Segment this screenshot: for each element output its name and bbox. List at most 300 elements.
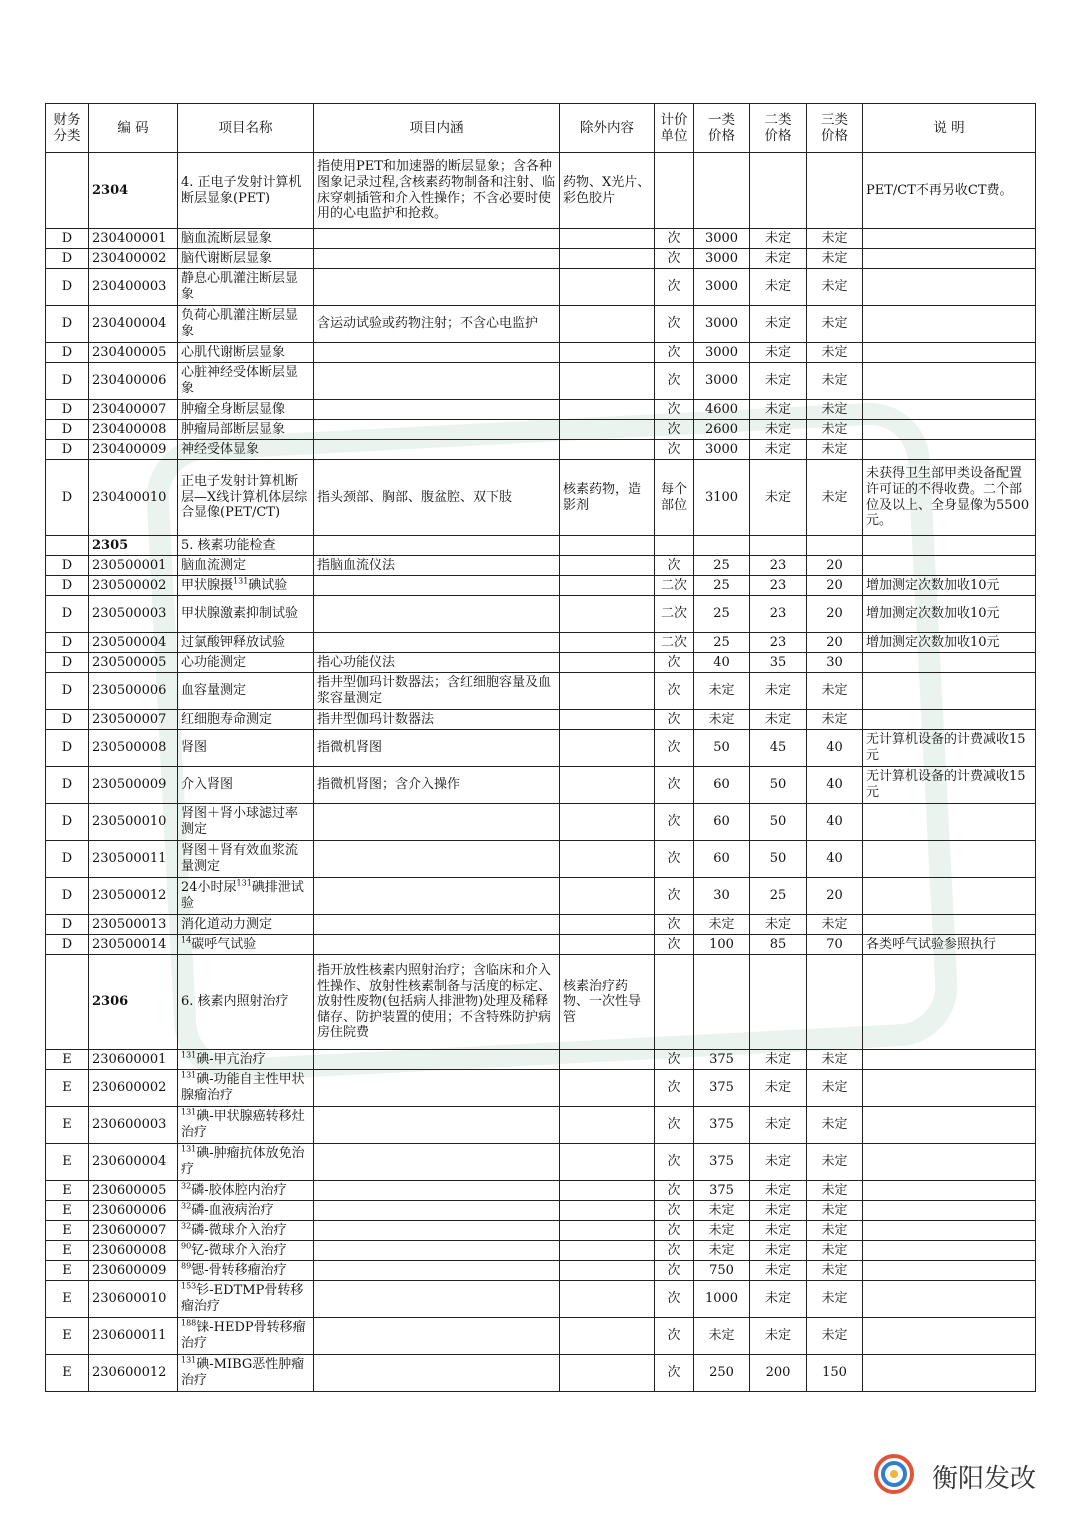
content-cell — [314, 400, 560, 420]
content-cell — [314, 878, 560, 915]
code-cell: 230500012 — [89, 878, 178, 915]
price-class1-cell: 375 — [694, 1070, 750, 1107]
note-cell: PET/CT不再另收CT费。 — [863, 153, 1036, 229]
price-class3-cell: 20 — [807, 576, 863, 596]
table-row — [46, 767, 1036, 804]
excluded-cell — [560, 536, 655, 556]
table-row — [46, 1070, 1036, 1107]
item-name-cell: 肾图＋肾有效血浆流量测定 — [178, 841, 314, 878]
excluded-cell — [560, 1201, 655, 1221]
excluded-cell — [560, 1181, 655, 1201]
excluded-cell — [560, 229, 655, 249]
price-class2-cell: 未定 — [750, 673, 807, 710]
note-cell — [863, 440, 1036, 460]
price-class3-cell: 20 — [807, 556, 863, 576]
excluded-cell — [560, 343, 655, 363]
item-name-cell: $^{153}$钐-EDTMP骨转移瘤治疗 — [178, 1281, 314, 1318]
content-cell: 指微机肾图 — [314, 730, 560, 767]
unit-cell: 次 — [655, 1050, 694, 1070]
category-cell: D — [46, 653, 89, 673]
excluded-cell — [560, 1241, 655, 1261]
category-cell — [46, 153, 89, 229]
code-cell: 230500010 — [89, 804, 178, 841]
table-row — [46, 306, 1036, 343]
content-cell — [314, 1318, 560, 1355]
unit-cell: 次 — [655, 1241, 694, 1261]
price-class1-cell: 750 — [694, 1261, 750, 1281]
unit-cell: 次 — [655, 440, 694, 460]
category-cell: E — [46, 1144, 89, 1181]
note-cell — [863, 955, 1036, 1050]
code-cell: 2304 — [89, 153, 178, 229]
note-cell — [863, 841, 1036, 878]
price-class1-cell: 100 — [694, 935, 750, 955]
code-cell: 230400003 — [89, 269, 178, 306]
code-cell: 230400009 — [89, 440, 178, 460]
code-cell: 230400001 — [89, 229, 178, 249]
excluded-cell — [560, 1144, 655, 1181]
item-name-cell: 肾图 — [178, 730, 314, 767]
price-class3-cell: 40 — [807, 730, 863, 767]
price-class1-cell: 60 — [694, 804, 750, 841]
table-row — [46, 249, 1036, 269]
price-class3-cell: 未定 — [807, 915, 863, 935]
category-cell: D — [46, 878, 89, 915]
item-name-cell: 甲状腺激素抑制试验 — [178, 596, 314, 633]
table-row — [46, 935, 1036, 955]
code-cell: 230600005 — [89, 1181, 178, 1201]
table-row — [46, 915, 1036, 935]
unit-cell: 次 — [655, 229, 694, 249]
price-class3-cell: 20 — [807, 878, 863, 915]
item-name-cell: 5. 核素功能检查 — [178, 536, 314, 556]
price-class3-cell: 未定 — [807, 1281, 863, 1318]
content-cell: 指微机肾图；含介入操作 — [314, 767, 560, 804]
category-cell: D — [46, 269, 89, 306]
unit-cell: 次 — [655, 306, 694, 343]
note-cell — [863, 269, 1036, 306]
unit-cell: 次 — [655, 841, 694, 878]
price-class2-cell: 50 — [750, 767, 807, 804]
item-name-cell: 肿瘤局部断层显象 — [178, 420, 314, 440]
price-class2-cell: 未定 — [750, 710, 807, 730]
unit-cell: 次 — [655, 915, 694, 935]
category-cell: E — [46, 1221, 89, 1241]
excluded-cell — [560, 1070, 655, 1107]
price-class1-cell: 375 — [694, 1144, 750, 1181]
content-cell — [314, 363, 560, 400]
price-class3-cell — [807, 153, 863, 229]
table-row — [46, 1261, 1036, 1281]
price-class2-cell: 未定 — [750, 1181, 807, 1201]
price-class1-cell — [694, 536, 750, 556]
note-cell — [863, 420, 1036, 440]
unit-cell: 次 — [655, 1355, 694, 1392]
price-class2-cell: 200 — [750, 1355, 807, 1392]
item-name-cell: $^{131}$碘-MIBG恶性肿瘤治疗 — [178, 1355, 314, 1392]
table-row — [46, 596, 1036, 633]
code-cell: 230600006 — [89, 1201, 178, 1221]
code-cell: 230500002 — [89, 576, 178, 596]
unit-cell: 二次 — [655, 633, 694, 653]
code-cell: 230600009 — [89, 1261, 178, 1281]
price-class2-cell: 未定 — [750, 1050, 807, 1070]
content-cell — [314, 804, 560, 841]
price-class3-cell: 未定 — [807, 249, 863, 269]
note-cell — [863, 343, 1036, 363]
unit-cell: 次 — [655, 767, 694, 804]
price-class2-cell: 未定 — [750, 1221, 807, 1241]
code-cell: 230600010 — [89, 1281, 178, 1318]
code-cell: 230500008 — [89, 730, 178, 767]
column-header: 一类 价格 — [694, 104, 750, 153]
table-row — [46, 955, 1036, 1050]
price-class1-cell: 未定 — [694, 710, 750, 730]
code-cell: 230600012 — [89, 1355, 178, 1392]
table-row — [46, 576, 1036, 596]
excluded-cell — [560, 556, 655, 576]
note-cell — [863, 1241, 1036, 1261]
price-class3-cell: 20 — [807, 596, 863, 633]
table-row — [46, 841, 1036, 878]
price-class2-cell: 未定 — [750, 440, 807, 460]
price-class3-cell: 40 — [807, 767, 863, 804]
unit-cell: 次 — [655, 1201, 694, 1221]
price-class1-cell — [694, 955, 750, 1050]
price-class2-cell: 未定 — [750, 420, 807, 440]
item-name-cell: 甲状腺摄$^{131}$碘试验 — [178, 576, 314, 596]
note-cell — [863, 1221, 1036, 1241]
content-cell — [314, 269, 560, 306]
price-class3-cell: 未定 — [807, 1261, 863, 1281]
note-cell — [863, 1181, 1036, 1201]
category-cell: D — [46, 915, 89, 935]
code-cell: 230500005 — [89, 653, 178, 673]
unit-cell: 次 — [655, 653, 694, 673]
unit-cell: 次 — [655, 1318, 694, 1355]
item-name-cell: 脑血流测定 — [178, 556, 314, 576]
unit-cell: 次 — [655, 363, 694, 400]
brand-name: 衡阳发改 — [932, 1464, 1037, 1494]
category-cell: D — [46, 556, 89, 576]
item-name-cell: 神经受体显象 — [178, 440, 314, 460]
unit-cell: 次 — [655, 1070, 694, 1107]
unit-cell — [655, 153, 694, 229]
price-class1-cell: 3000 — [694, 306, 750, 343]
price-class1-cell: 375 — [694, 1181, 750, 1201]
content-cell — [314, 1107, 560, 1144]
unit-cell: 次 — [655, 730, 694, 767]
price-class3-cell: 未定 — [807, 1144, 863, 1181]
excluded-cell — [560, 730, 655, 767]
price-class3-cell: 30 — [807, 653, 863, 673]
price-class2-cell: 未定 — [750, 269, 807, 306]
category-cell: D — [46, 767, 89, 804]
excluded-cell — [560, 915, 655, 935]
item-name-cell: $^{32}$磷-血液病治疗 — [178, 1201, 314, 1221]
content-cell — [314, 1181, 560, 1201]
price-table — [45, 103, 1036, 1392]
column-header: 财务 分类 — [46, 104, 89, 153]
unit-cell: 次 — [655, 1221, 694, 1241]
excluded-cell: 核素药物，造影剂 — [560, 460, 655, 536]
price-class1-cell: 250 — [694, 1355, 750, 1392]
excluded-cell — [560, 1281, 655, 1318]
note-cell — [863, 229, 1036, 249]
table-row — [46, 1201, 1036, 1221]
price-class2-cell: 85 — [750, 935, 807, 955]
price-class1-cell: 未定 — [694, 1318, 750, 1355]
item-name-cell: 6. 核素内照射治疗 — [178, 955, 314, 1050]
unit-cell: 次 — [655, 1281, 694, 1318]
category-cell: D — [46, 306, 89, 343]
price-class1-cell: 25 — [694, 596, 750, 633]
category-cell: D — [46, 400, 89, 420]
price-class2-cell: 未定 — [750, 460, 807, 536]
excluded-cell: 核素治疗药物、一次性导管 — [560, 955, 655, 1050]
price-class3-cell: 未定 — [807, 229, 863, 249]
code-cell: 2306 — [89, 955, 178, 1050]
code-cell: 230500004 — [89, 633, 178, 653]
price-class2-cell — [750, 153, 807, 229]
content-cell — [314, 915, 560, 935]
price-class2-cell: 50 — [750, 841, 807, 878]
code-cell: 230400007 — [89, 400, 178, 420]
price-class2-cell: 23 — [750, 576, 807, 596]
item-name-cell: 24小时尿$^{131}$碘排泄试验 — [178, 878, 314, 915]
code-cell: 230500011 — [89, 841, 178, 878]
note-cell — [863, 1355, 1036, 1392]
content-cell — [314, 1050, 560, 1070]
category-cell: D — [46, 673, 89, 710]
note-cell — [863, 306, 1036, 343]
content-cell — [314, 343, 560, 363]
code-cell: 230500009 — [89, 767, 178, 804]
category-cell: E — [46, 1261, 89, 1281]
price-class1-cell: 1000 — [694, 1281, 750, 1318]
code-cell: 230600007 — [89, 1221, 178, 1241]
content-cell: 指头颈部、胸部、腹盆腔、双下肢 — [314, 460, 560, 536]
price-class1-cell: 3000 — [694, 363, 750, 400]
price-class2-cell: 未定 — [750, 1241, 807, 1261]
price-class3-cell: 未定 — [807, 710, 863, 730]
content-cell — [314, 1355, 560, 1392]
table-row — [46, 400, 1036, 420]
category-cell: E — [46, 1281, 89, 1318]
column-header: 除外内容 — [560, 104, 655, 153]
price-class3-cell: 未定 — [807, 269, 863, 306]
price-class2-cell: 35 — [750, 653, 807, 673]
price-class3-cell: 20 — [807, 633, 863, 653]
category-cell: D — [46, 249, 89, 269]
category-cell: D — [46, 363, 89, 400]
content-cell — [314, 935, 560, 955]
content-cell: 指开放性核素内照射治疗；含临床和介入性操作、放射性核素制备与活度的标定、放射性废物(包括病人排泄物)处理及稀释储存、防护装置的使用；不含特殊防护病房住院费 — [314, 955, 560, 1050]
note-cell: 增加测定次数加收10元 — [863, 576, 1036, 596]
note-cell — [863, 400, 1036, 420]
note-cell — [863, 1201, 1036, 1221]
price-class3-cell: 未定 — [807, 363, 863, 400]
item-name-cell: 脑血流断层显象 — [178, 229, 314, 249]
content-cell — [314, 1144, 560, 1181]
price-class1-cell: 未定 — [694, 1201, 750, 1221]
content-cell — [314, 1221, 560, 1241]
category-cell: D — [46, 343, 89, 363]
unit-cell: 次 — [655, 1181, 694, 1201]
price-class1-cell: 375 — [694, 1107, 750, 1144]
unit-cell: 次 — [655, 400, 694, 420]
item-name-cell: $^{131}$碘-甲状腺癌转移灶治疗 — [178, 1107, 314, 1144]
excluded-cell — [560, 633, 655, 653]
table-row — [46, 1107, 1036, 1144]
price-class1-cell: 3000 — [694, 440, 750, 460]
unit-cell: 次 — [655, 343, 694, 363]
content-cell — [314, 1241, 560, 1261]
code-cell: 230500003 — [89, 596, 178, 633]
column-header: 说 明 — [863, 104, 1036, 153]
table-row — [46, 673, 1036, 710]
content-cell: 指使用PET和加速器的断层显象；含各种图象记录过程,含核素药物制备和注射、临床穿刺插管和介入性操作；不含必要时使用的心电监护和抢救。 — [314, 153, 560, 229]
note-cell — [863, 1107, 1036, 1144]
price-class2-cell: 未定 — [750, 915, 807, 935]
note-cell — [863, 1281, 1036, 1318]
item-name-cell: $^{90}$钇-微球介入治疗 — [178, 1241, 314, 1261]
unit-cell — [655, 536, 694, 556]
excluded-cell — [560, 400, 655, 420]
item-name-cell: $^{89}$锶-骨转移瘤治疗 — [178, 1261, 314, 1281]
note-cell — [863, 1050, 1036, 1070]
table-row — [46, 1281, 1036, 1318]
brand-logo-icon — [872, 1452, 916, 1496]
category-cell: D — [46, 935, 89, 955]
price-class2-cell: 未定 — [750, 1318, 807, 1355]
price-class3-cell: 未定 — [807, 1107, 863, 1144]
excluded-cell — [560, 596, 655, 633]
category-cell: D — [46, 633, 89, 653]
column-header: 编 码 — [89, 104, 178, 153]
price-class1-cell: 50 — [694, 730, 750, 767]
content-cell: 指心功能仪法 — [314, 653, 560, 673]
price-class3-cell: 未定 — [807, 1221, 863, 1241]
unit-cell: 二次 — [655, 596, 694, 633]
price-class2-cell: 23 — [750, 556, 807, 576]
category-cell: D — [46, 420, 89, 440]
table-row — [46, 1144, 1036, 1181]
table-row — [46, 710, 1036, 730]
price-class1-cell: 25 — [694, 556, 750, 576]
category-cell: D — [46, 460, 89, 536]
excluded-cell — [560, 878, 655, 915]
price-class1-cell: 3000 — [694, 229, 750, 249]
content-cell — [314, 633, 560, 653]
category-cell: E — [46, 1107, 89, 1144]
excluded-cell — [560, 440, 655, 460]
content-cell — [314, 576, 560, 596]
table-row — [46, 343, 1036, 363]
excluded-cell — [560, 576, 655, 596]
price-class1-cell: 未定 — [694, 915, 750, 935]
unit-cell: 次 — [655, 1144, 694, 1181]
excluded-cell — [560, 767, 655, 804]
item-name-cell: 肾图＋肾小球滤过率测定 — [178, 804, 314, 841]
price-class3-cell: 未定 — [807, 440, 863, 460]
item-name-cell: $^{188}$铼-HEDP骨转移瘤治疗 — [178, 1318, 314, 1355]
code-cell: 230500007 — [89, 710, 178, 730]
content-cell: 指井型伽玛计数器法；含红细胞容量及血浆容量测定 — [314, 673, 560, 710]
price-class2-cell: 未定 — [750, 1261, 807, 1281]
table-row — [46, 1181, 1036, 1201]
category-cell: D — [46, 576, 89, 596]
excluded-cell — [560, 1261, 655, 1281]
category-cell — [46, 955, 89, 1050]
price-class1-cell: 375 — [694, 1050, 750, 1070]
note-cell: 未获得卫生部甲类设备配置许可证的不得收费。二个部位及以上、全身显像为5500元。 — [863, 460, 1036, 536]
excluded-cell — [560, 306, 655, 343]
item-name-cell: 消化道动力测定 — [178, 915, 314, 935]
price-class1-cell: 40 — [694, 653, 750, 673]
content-cell — [314, 596, 560, 633]
code-cell: 230400008 — [89, 420, 178, 440]
item-name-cell: 心脏神经受体断层显象 — [178, 363, 314, 400]
table-row — [46, 1355, 1036, 1392]
price-class1-cell: 未定 — [694, 1241, 750, 1261]
category-cell: E — [46, 1201, 89, 1221]
note-cell — [863, 363, 1036, 400]
note-cell: 各类呼气试验参照执行 — [863, 935, 1036, 955]
note-cell — [863, 804, 1036, 841]
table-row — [46, 440, 1036, 460]
item-name-cell: $^{32}$磷-微球介入治疗 — [178, 1221, 314, 1241]
table-header-row — [46, 104, 1036, 153]
note-cell — [863, 653, 1036, 673]
price-class1-cell: 25 — [694, 576, 750, 596]
price-class1-cell: 60 — [694, 841, 750, 878]
note-cell — [863, 249, 1036, 269]
table-row — [46, 1050, 1036, 1070]
table-row — [46, 653, 1036, 673]
excluded-cell — [560, 653, 655, 673]
price-class2-cell: 未定 — [750, 1144, 807, 1181]
content-cell — [314, 1201, 560, 1221]
price-class2-cell — [750, 536, 807, 556]
content-cell — [314, 420, 560, 440]
column-header: 项目内涵 — [314, 104, 560, 153]
price-class3-cell — [807, 536, 863, 556]
category-cell: D — [46, 841, 89, 878]
item-name-cell: $^{131}$碘-肿瘤抗体放免治疗 — [178, 1144, 314, 1181]
table-row — [46, 556, 1036, 576]
excluded-cell — [560, 1050, 655, 1070]
content-cell — [314, 249, 560, 269]
category-cell: E — [46, 1241, 89, 1261]
code-cell: 230600011 — [89, 1318, 178, 1355]
excluded-cell — [560, 420, 655, 440]
code-cell: 230500013 — [89, 915, 178, 935]
table-row — [46, 460, 1036, 536]
price-class3-cell: 未定 — [807, 400, 863, 420]
price-class1-cell: 25 — [694, 633, 750, 653]
unit-cell: 次 — [655, 710, 694, 730]
note-cell: 增加测定次数加收10元 — [863, 596, 1036, 633]
note-cell — [863, 1070, 1036, 1107]
content-cell — [314, 229, 560, 249]
table-row — [46, 420, 1036, 440]
item-name-cell: $^{131}$碘-甲亢治疗 — [178, 1050, 314, 1070]
unit-cell: 每个部位 — [655, 460, 694, 536]
note-cell — [863, 915, 1036, 935]
price-class1-cell: 3000 — [694, 269, 750, 306]
price-class1-cell: 30 — [694, 878, 750, 915]
